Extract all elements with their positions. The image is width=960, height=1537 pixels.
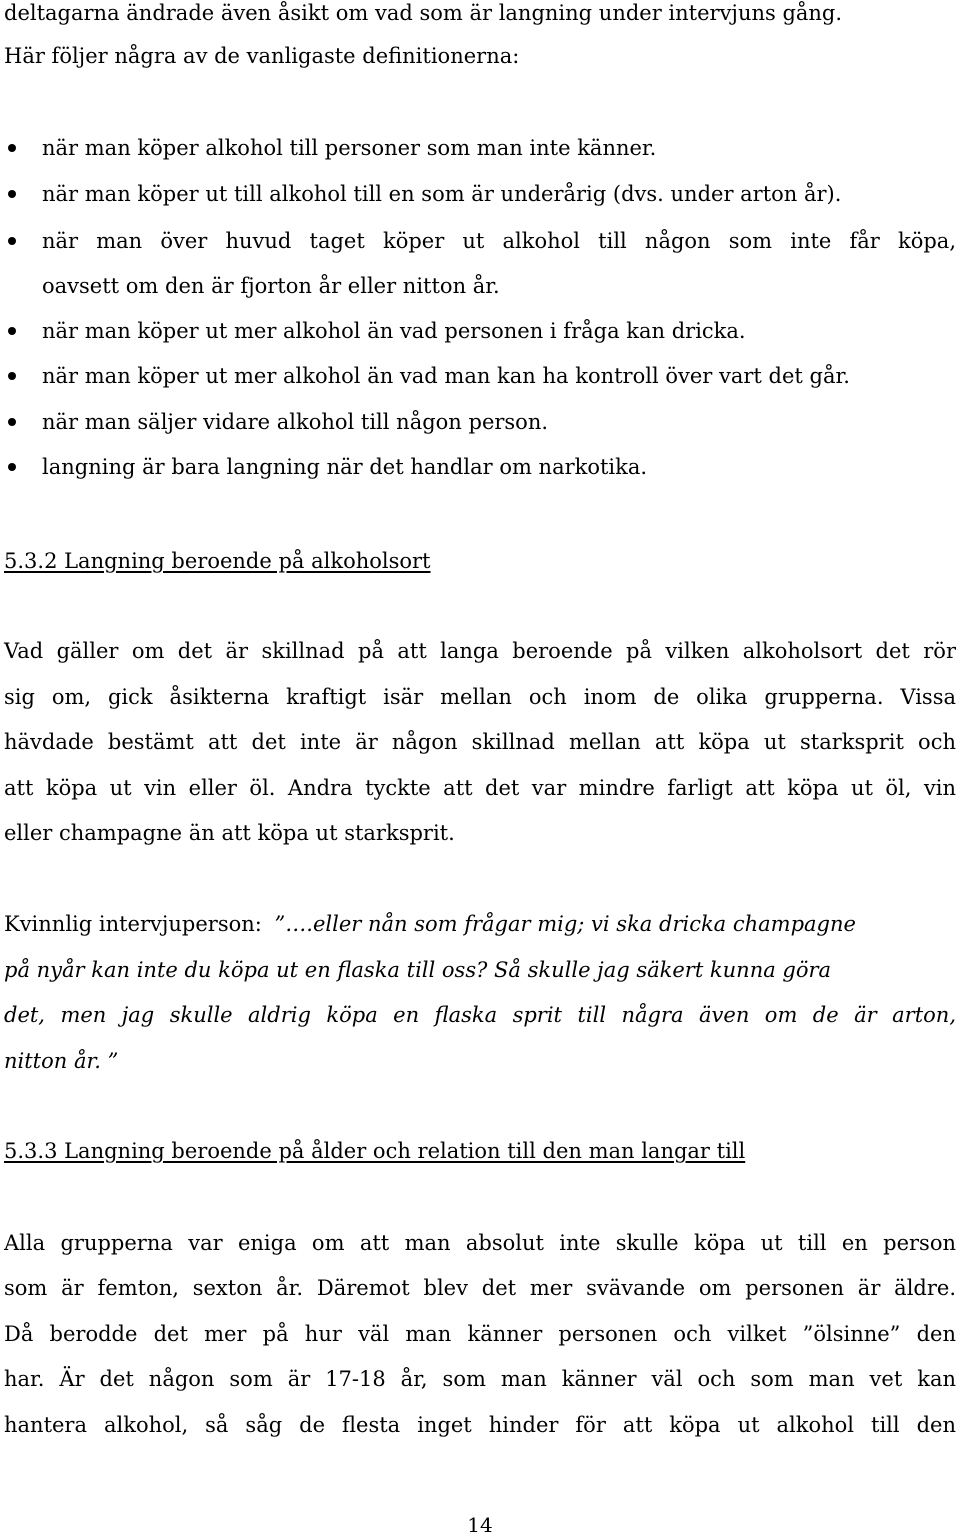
paragraph-line: Alla grupperna var eniga om att man absolut inte skulle köpa ut till en person [4,1231,956,1255]
quote-line: det, men jag skulle aldrig köpa en flaska sprit till några även om de är arton, [4,1003,956,1027]
list-item-continuation: oavsett om den är fjorton år eller nitton år. [42,274,500,298]
bullet-icon [8,418,16,426]
paragraph-line: Vad gäller om det är skillnad på att langa beroende på vilken alkoholsort det rör [4,639,956,663]
list-item: när man köper ut till alkohol till en som är underårig (dvs. under arton år). [42,182,842,206]
paragraph-line: att köpa ut vin eller öl. Andra tyckte att det var mindre farligt att köpa ut öl, vin [4,776,956,800]
page-number: 14 [467,1513,493,1537]
intro-line: deltagarna ändrade även åsikt om vad som är langning under intervjuns gång. [4,1,843,25]
list-item: när man över huvud taget köper ut alkohol till någon som inte får köpa, [42,229,956,253]
quote-speaker: Kvinnlig intervjuperson: [4,912,262,936]
paragraph-line: eller champagne än att köpa ut starksprit. [4,821,455,845]
quote-text: Så skulle jag säkert kunna göra [487,958,832,982]
list-item: när man köper ut mer alkohol än vad personen i fråga kan dricka. [42,319,746,343]
section-heading: 5.3.3 Langning beroende på ålder och relation till den man langar till [4,1139,746,1163]
bullet-icon [8,237,16,245]
quote-line [4,957,831,983]
paragraph-line: hävdade bestämt att det inte är någon skillnad mellan att köpa ut starksprit och [4,730,956,754]
paragraph-line: har. Är det någon som är 17-18 år, som man känner väl och som man vet kan [4,1367,956,1391]
list-item: langning är bara langning när det handlar om narkotika. [42,455,648,479]
bullet-icon [8,190,16,198]
list-item: när man köper alkohol till personer som man inte känner. [42,136,657,160]
paragraph-line: hantera alkohol, så såg de flesta inget hinder för att köpa ut alkohol till den [4,1413,956,1437]
quote-text: på nyår kan inte du köpa ut en flaska till oss? [4,958,488,982]
bullet-icon [8,327,16,335]
bullet-icon [8,144,16,152]
paragraph-line: som är femton, sexton år. Däremot blev det mer svävande om personen är äldre. [4,1276,956,1300]
bullet-icon [8,463,16,471]
intro-line: Här följer några av de vanligaste definitionerna: [4,44,520,68]
quote-text: ”….eller nån som frågar mig; vi ska dricka champagne [274,912,856,936]
list-item: när man köper ut mer alkohol än vad man kan ha kontroll över vart det går. [42,364,850,388]
quote-line [4,911,856,937]
bullet-icon [8,372,16,380]
paragraph-line: sig om, gick åsikterna kraftigt isär mellan och inom de olika grupperna. Vissa [4,685,956,709]
section-heading: 5.3.2 Langning beroende på alkoholsort [4,549,431,573]
paragraph-line: Då berodde det mer på hur väl man känner personen och vilket ”ölsinne” den [4,1322,956,1346]
list-item: när man säljer vidare alkohol till någon person. [42,410,549,434]
quote-line: nitton år. ” [4,1049,119,1073]
